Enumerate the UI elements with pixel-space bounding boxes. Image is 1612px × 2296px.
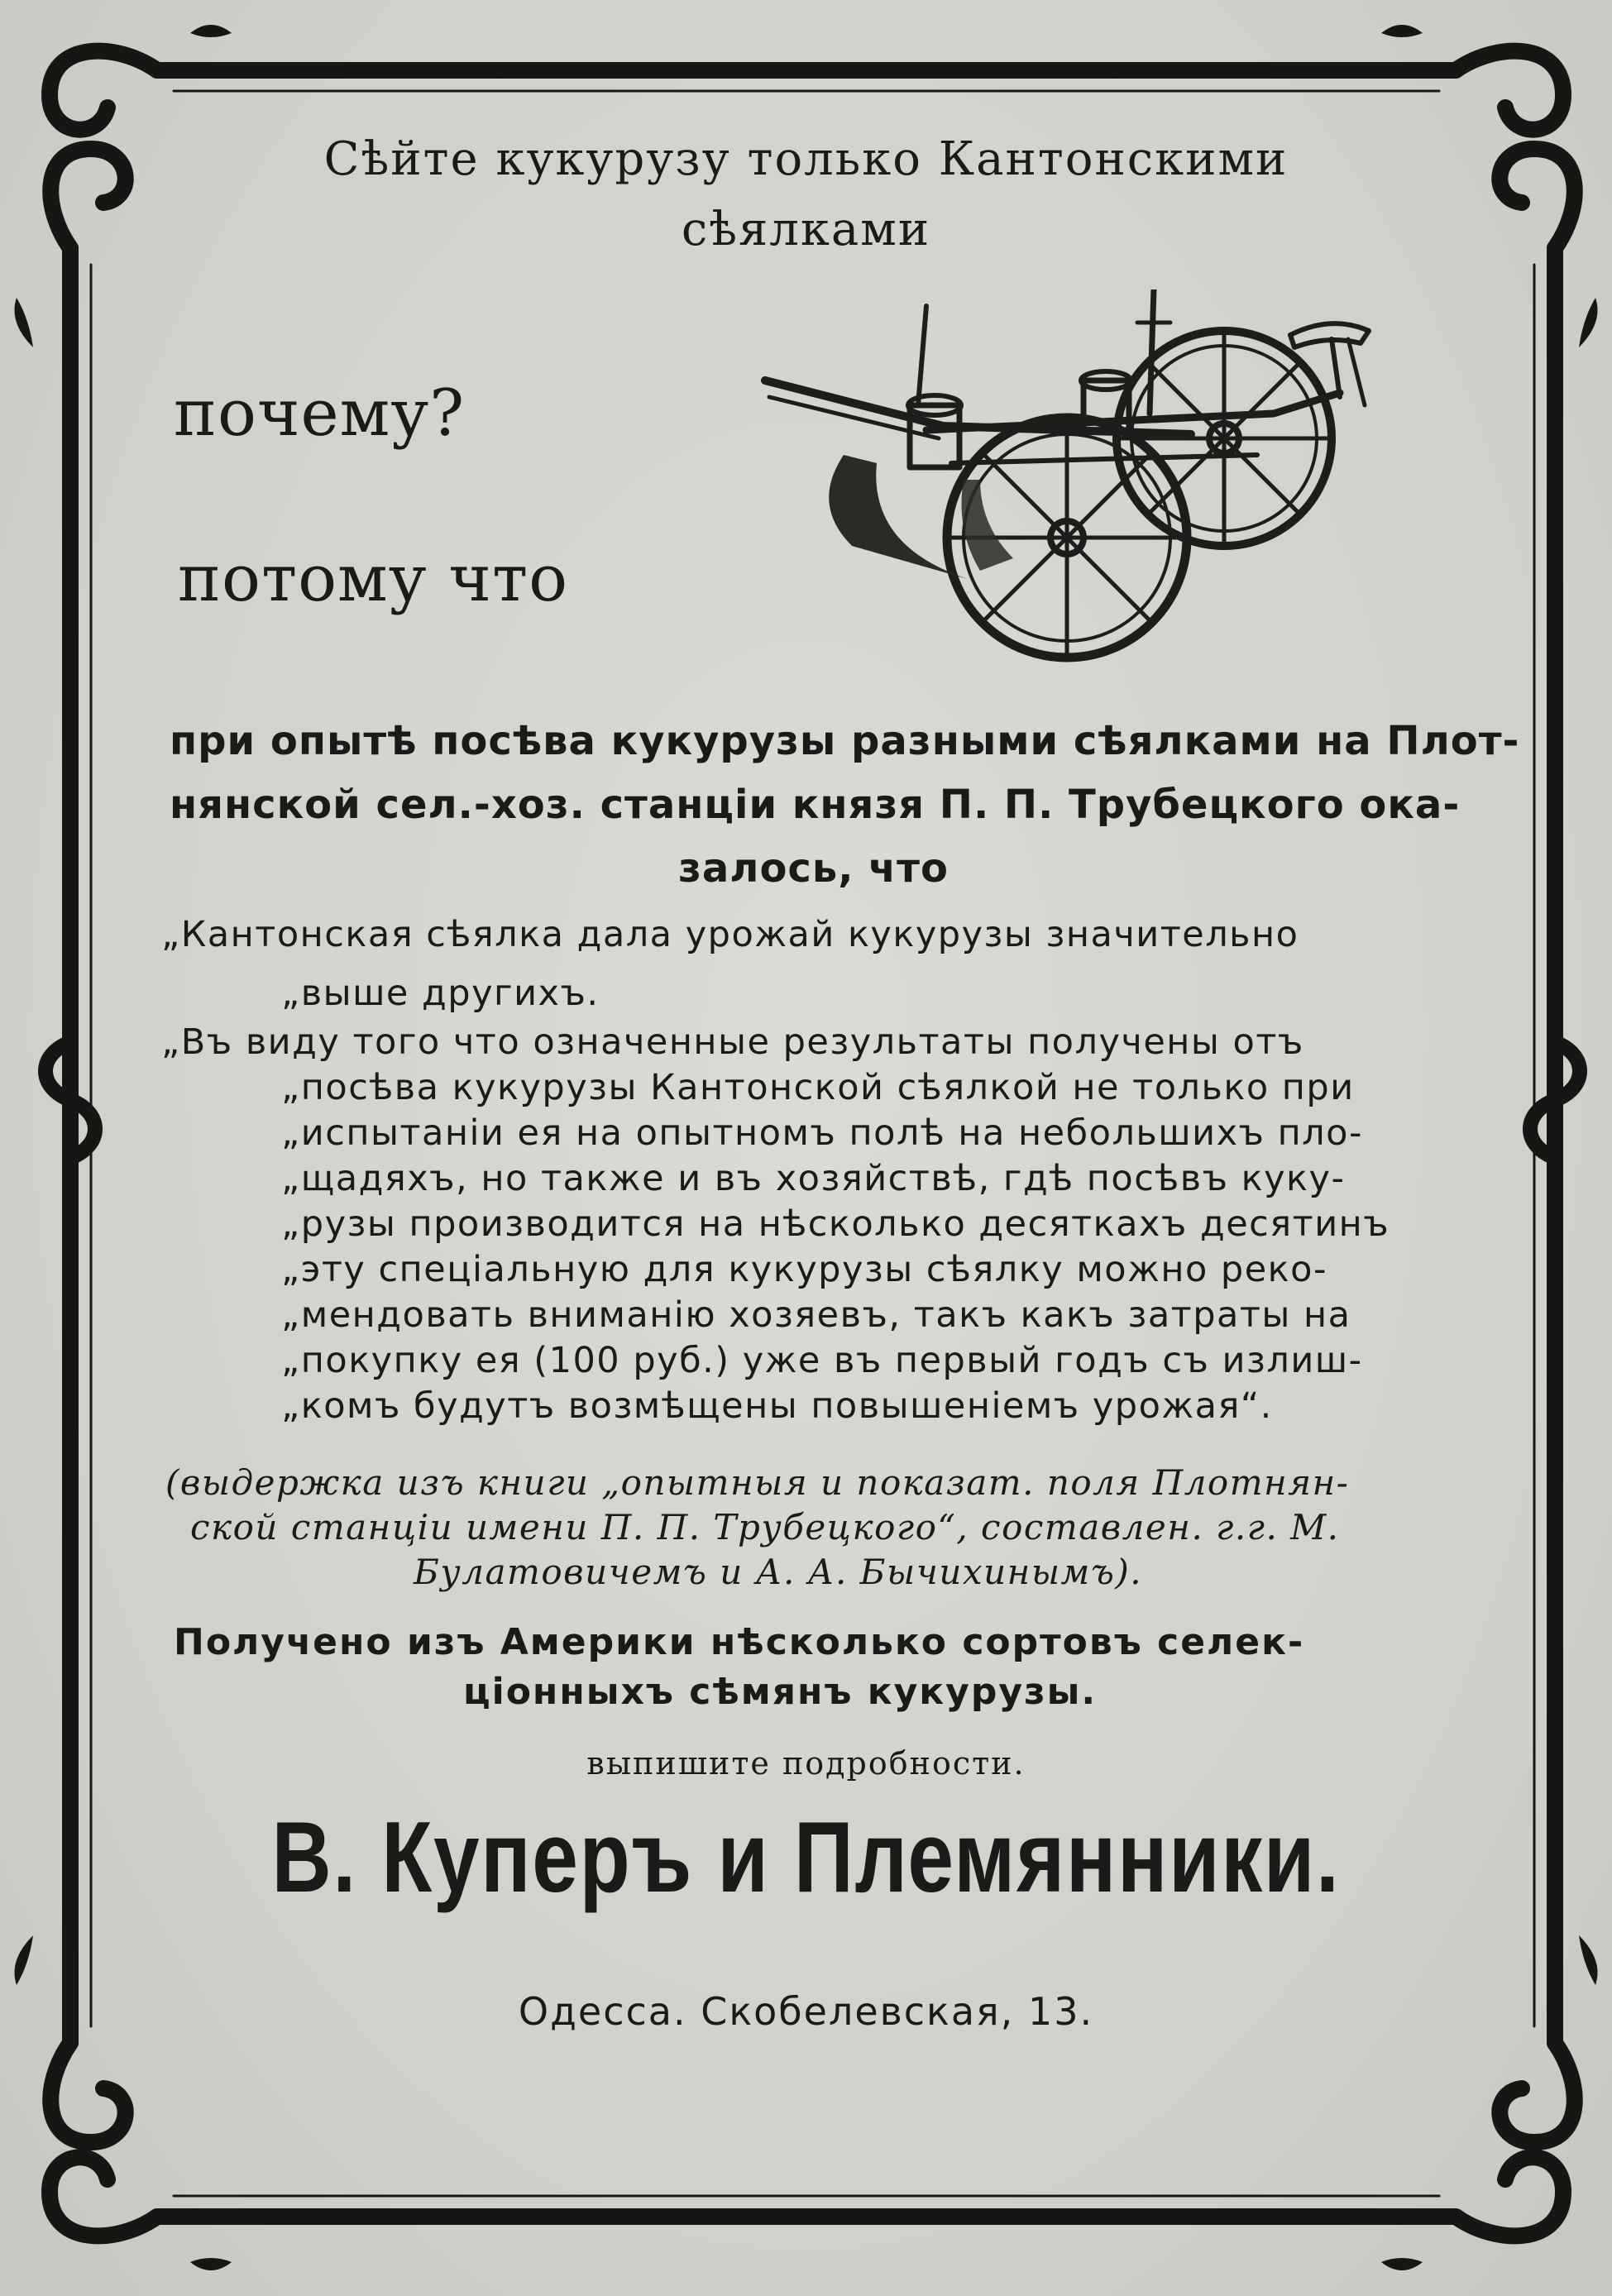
quote-line-6: „щадяхъ, но также и въ хозяйствѣ, гдѣ посѣвъ куку-	[281, 1158, 1346, 1199]
quote-line-5: „испытаніи ея на опытномъ полѣ на небольшихъ пло-	[281, 1112, 1363, 1154]
citation-line-1: (выдержка изъ книги „опытныя и показат. поля Плотнян-	[165, 1462, 1350, 1503]
question-text: почему?	[174, 376, 466, 451]
quote-line-8: „эту спеціальную для кукурузы сѣялку можно реко-	[281, 1249, 1327, 1290]
quote-line-10: „покупку ея (100 руб.) уже въ первый годъ съ излиш-	[281, 1340, 1363, 1381]
heading-line-1: Сѣйте кукурузу только Кантонскими	[323, 132, 1289, 186]
quote-line-11: „комъ будутъ возмѣщены повышеніемъ урожая“.	[281, 1385, 1273, 1427]
quote-line-1: „Кантонская сѣялка дала урожай кукурузы значительно	[161, 914, 1299, 955]
company-name: В. Куперъ и Племянники.	[271, 1801, 1341, 1913]
quote-line-2: „выше другихъ.	[281, 973, 600, 1014]
citation-line-3: Булатовичемъ и А. А. Бычихинымъ).	[414, 1552, 1143, 1592]
intro-line-3: залось, что	[678, 845, 949, 892]
write-for-details: выпишите подробности.	[586, 1745, 1026, 1782]
seeds-line-2: ціонныхъ сѣмянъ кукурузы.	[463, 1671, 1098, 1713]
company-address: Одесса. Скобелевская, 13.	[518, 1989, 1094, 2034]
seeds-line-1: Получено изъ Америки нѣсколько сортовъ селек-	[174, 1621, 1305, 1663]
citation-line-2: ской станціи имени П. П. Трубецкого“, составлен. г.г. М.	[190, 1507, 1340, 1547]
corn-planter-engraving-icon	[761, 289, 1406, 678]
answer-text: потому что	[178, 542, 569, 616]
quote-line-9: „мендовать вниманію хозяевъ, такъ какъ затраты на	[281, 1294, 1351, 1336]
heading-line-2: сѣялками	[681, 203, 931, 256]
quote-line-7: „рузы производится на нѣсколько десяткахъ десятинъ	[281, 1203, 1390, 1245]
intro-line-2: нянской сел.-хоз. станціи князя П. П. Трубецкого ока-	[170, 782, 1461, 828]
quote-line-3: „Въ виду того что означенные результаты получены отъ	[161, 1021, 1304, 1063]
intro-line-1: при опытѣ посѣва кукурузы разными сѣялками на Плот-	[170, 718, 1520, 764]
quote-line-4: „посѣва кукурузы Кантонской сѣялкой не только при	[281, 1067, 1355, 1108]
